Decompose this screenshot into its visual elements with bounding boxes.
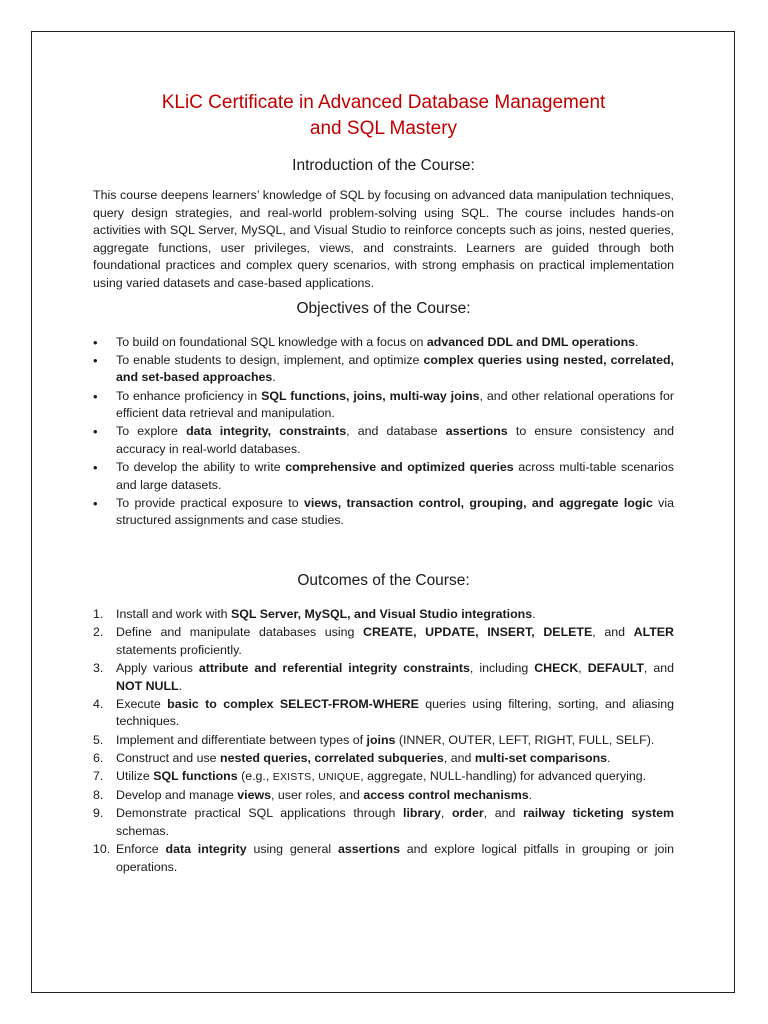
objective-item: • To enable students to design, implement, and optimize complex queries using nested, correlated, and set-based approaches. bbox=[93, 352, 674, 385]
list-number: 4. bbox=[93, 696, 104, 711]
outcome-item: 8. Develop and manage views, user roles, and access control mechanisms. bbox=[93, 787, 674, 805]
list-number: 2. bbox=[93, 625, 104, 640]
list-number: 3. bbox=[93, 661, 104, 676]
objective-item: • To develop the ability to write comprehensive and optimized queries across multi-table scenarios and large datasets. bbox=[93, 460, 674, 492]
objective-item: • To build on foundational SQL knowledge with a focus on advanced DDL and DML operations. bbox=[93, 334, 639, 350]
outcome-item: 5. Implement and differentiate between types of joins (INNER, OUTER, LEFT, RIGHT, FULL, SELF). bbox=[93, 732, 674, 750]
outcome-item: 9. Demonstrate practical SQL applications through library, order, and railway ticketing system schemas. bbox=[93, 806, 674, 838]
outcomes-heading: Outcomes of the Course: bbox=[297, 572, 470, 590]
list-number: 9. bbox=[93, 806, 104, 821]
outcome-item: 7. Utilize SQL functions (e.g., EXISTS, UNIQUE, aggregate, NULL-handling) for advanced querying. bbox=[93, 768, 674, 787]
bullet-icon: • bbox=[93, 388, 98, 404]
list-number: 6. bbox=[93, 750, 104, 765]
outcome-item: 3. Apply various attribute and referential integrity constraints, including CHECK, DEFAULT, and NOT NULL. bbox=[93, 661, 675, 693]
document-body bbox=[93, 90, 674, 877]
outcome-item: 2. Define and manipulate databases using CREATE, UPDATE, INSERT, DELETE, and ALTER statements proficiently. bbox=[93, 625, 675, 657]
bullet-icon: • bbox=[93, 424, 98, 440]
outcome-item: 1. Install and work with SQL Server, MySQL, and Visual Studio integrations. bbox=[93, 606, 674, 624]
outcomes-list bbox=[93, 606, 674, 876]
course-title-line-2: and SQL Mastery bbox=[309, 118, 458, 139]
list-number: 8. bbox=[93, 788, 104, 803]
objectives-heading: Objectives of the Course: bbox=[296, 299, 471, 317]
outcome-item: 4. Execute basic to complex SELECT-FROM-WHERE queries using filtering, sorting, and aliasing techniques. bbox=[93, 696, 675, 729]
course-title bbox=[93, 90, 674, 142]
list-number: 5. bbox=[93, 732, 104, 747]
objective-item: • To explore data integrity, constraints, and database assertions to ensure consistency and accuracy in real-world databases. bbox=[93, 424, 675, 456]
intro-paragraph: This course deepens learners’ knowledge of SQL by focusing on advanced data manipulation techniques, query design strategies, and real-world problem-solving using SQL. The course includes hands-on activities with SQL Server, MySQL, and Visual Studio to reinforce concepts such as joins, nested queries, aggregate functions, user privileges, views, and constraints. Learners are guided through both foundational practices and complex query scenarios, with strong emphasis on practical implementation using varied datasets and case-based applications. bbox=[93, 188, 674, 290]
list-number: 10. bbox=[93, 842, 111, 857]
intro-heading: Introduction of the Course: bbox=[292, 157, 475, 174]
list-number: 7. bbox=[93, 768, 104, 783]
bullet-icon: • bbox=[93, 352, 98, 368]
outcome-item: 10. Enforce data integrity using general assertions and explore logical pitfalls in grouping or join operations. bbox=[93, 842, 674, 874]
objective-item: • To provide practical exposure to views, transaction control, grouping, and aggregate logic via structured assignments and case studies. bbox=[93, 495, 674, 528]
course-title-line-1: KLiC Certificate in Advanced Database Management bbox=[161, 92, 606, 113]
outcome-item: 6. Construct and use nested queries, correlated subqueries, and multi-set comparisons. bbox=[93, 750, 674, 768]
list-number: 1. bbox=[93, 607, 104, 622]
objective-item: • To enhance proficiency in SQL functions, joins, multi-way joins, and other relational operations for efficient data retrieval and manipulation. bbox=[93, 388, 674, 421]
bullet-icon: • bbox=[93, 495, 98, 511]
bullet-icon: • bbox=[93, 334, 98, 350]
objectives-list bbox=[93, 334, 674, 531]
bullet-icon: • bbox=[93, 460, 98, 476]
